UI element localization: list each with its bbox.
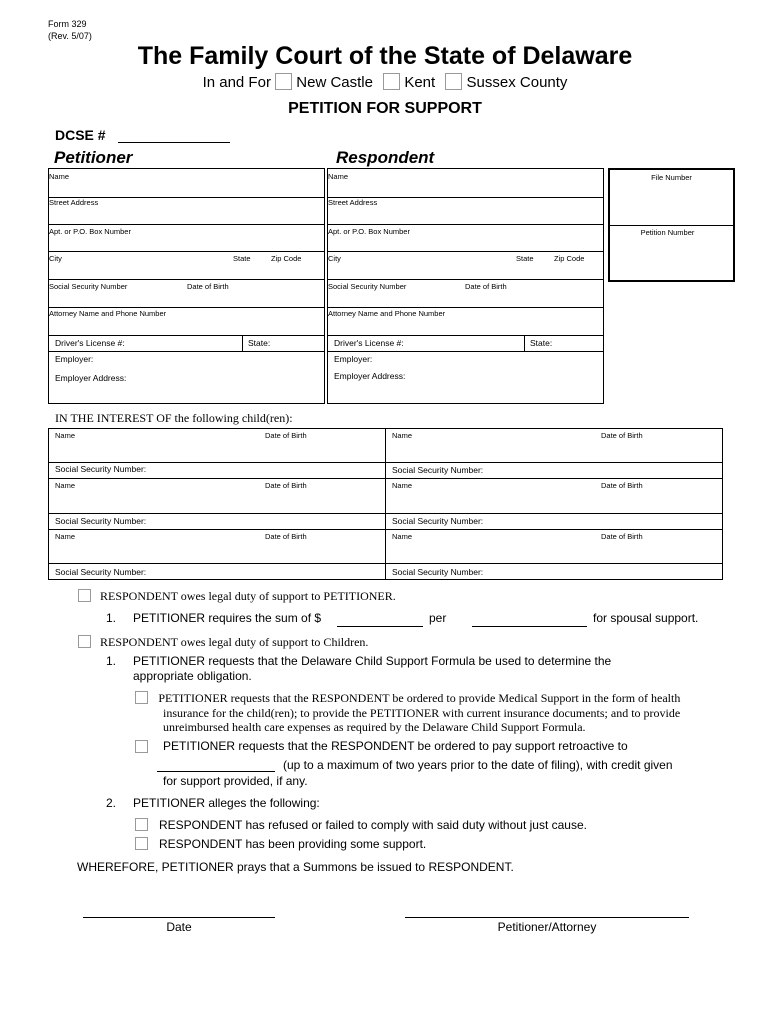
spousal-duty-checkbox[interactable]	[78, 589, 91, 602]
sussex-label: Sussex County	[466, 74, 568, 91]
spousal-duty-text: RESPONDENT owes legal duty of support to PETITIONER.	[100, 589, 396, 603]
file-number-label: File Number	[651, 173, 692, 182]
petitioner-ssn-label: Social Security Number	[49, 282, 128, 291]
petitioner-state-label: State	[233, 254, 251, 263]
refused-checkbox[interactable]	[135, 818, 148, 831]
petition-number-label: Petition Number	[640, 228, 695, 237]
child6-name-label: Name	[392, 532, 413, 541]
child1-name-label: Name	[55, 431, 76, 440]
petitioner-license-label: Driver's License #:	[55, 338, 125, 348]
new-castle-checkbox[interactable]	[275, 73, 292, 90]
court-title: The Family Court of the State of Delaware	[137, 42, 633, 70]
petitioner-apt-label: Apt. or P.O. Box Number	[49, 227, 131, 236]
petitioner-zip-label: Zip Code	[271, 254, 302, 263]
child4-name-label: Name	[392, 481, 413, 490]
refused-text: RESPONDENT has refused or failed to comply with said duty without just cause.	[159, 818, 587, 832]
petitioner-dob-label: Date of Birth	[187, 282, 229, 291]
medical-support-text: PETITIONER requests that the RESPONDENT be ordered to provide Medical Support in the form of health	[149, 691, 672, 705]
alleges-text: PETITIONER alleges the following:	[133, 796, 320, 810]
petitioner-attorney-label: Petitioner/Attorney	[497, 920, 597, 934]
children-heading: IN THE INTEREST OF the following child(ren):	[55, 411, 293, 425]
petitioner-heading: Petitioner	[54, 148, 133, 167]
medical-support-continued-text: insurance for the child(ren); to provide the PETITIONER with current insurance documents; and to provide unreimbursed health care expenses as required by the Delaware Child Support Formula.	[163, 706, 681, 734]
child3-dob-label: Date of Birth	[265, 481, 307, 490]
respondent-state-label: State	[516, 254, 534, 263]
petitioner-employer-address-label: Employer Address:	[55, 373, 127, 383]
respondent-license-state-label: State:	[530, 338, 553, 348]
in-and-for-label: In and For	[202, 74, 271, 91]
providing-text: RESPONDENT has been providing some support.	[159, 837, 427, 851]
spousal-period-field[interactable]	[472, 613, 587, 627]
respondent-employer-address-label: Employer Address:	[334, 371, 406, 381]
respondent-city-label: City	[328, 254, 341, 263]
petitioner-license-state-label: State:	[248, 338, 271, 348]
child6-ssn-label: Social Security Number:	[392, 567, 484, 577]
form-revision: (Rev. 5/07)	[48, 31, 92, 41]
children-table	[48, 428, 723, 580]
child4-dob-label: Date of Birth	[601, 481, 643, 490]
child3-ssn-label: Social Security Number:	[55, 516, 147, 526]
spousal-for-text: for spousal support.	[593, 611, 699, 625]
child-item1-number: 1.	[106, 654, 117, 668]
respondent-ssn-label: Social Security Number	[328, 282, 407, 291]
child2-name-label: Name	[392, 431, 413, 440]
retroactive-text: PETITIONER requests that the RESPONDENT be ordered to pay support retroactive to	[163, 739, 628, 753]
child2-ssn-label: Social Security Number:	[392, 465, 484, 475]
form-number-block	[48, 18, 92, 42]
respondent-zip-label: Zip Code	[554, 254, 585, 263]
county-row	[0, 73, 770, 91]
form-number: Form 329	[48, 19, 87, 29]
dcse-label: DCSE #	[55, 127, 106, 143]
respondent-attorney-label: Attorney Name and Phone Number	[328, 309, 446, 318]
respondent-apt-label: Apt. or P.O. Box Number	[328, 227, 410, 236]
retroactive-credit-text: for support provided, if any.	[163, 774, 308, 788]
child-item2-number: 2.	[106, 796, 117, 810]
respondent-employer-label: Employer:	[334, 354, 373, 364]
petitioner-city-label: City	[49, 254, 62, 263]
dcse-number-field[interactable]	[118, 130, 230, 143]
respondent-license-label: Driver's License #:	[334, 338, 404, 348]
petitioner-signature-line[interactable]	[405, 905, 689, 918]
kent-label: Kent	[404, 74, 436, 91]
spousal-amount-field[interactable]	[337, 613, 423, 627]
child1-dob-label: Date of Birth	[265, 431, 307, 440]
child5-ssn-label: Social Security Number:	[55, 567, 147, 577]
medical-support-checkbox[interactable]	[135, 691, 148, 704]
child5-name-label: Name	[55, 532, 76, 541]
child3-name-label: Name	[55, 481, 76, 490]
new-castle-label: New Castle	[296, 74, 373, 91]
child-duty-text: RESPONDENT owes legal duty of support to Children.	[100, 635, 369, 649]
respondent-info-box	[327, 168, 604, 404]
spousal-per-text: per	[429, 611, 447, 625]
formula-request-text: PETITIONER requests that the Delaware Child Support Formula be used to determine the appropriate obligation.	[133, 654, 612, 683]
wherefore-text: WHEREFORE, PETITIONER prays that a Summons be issued to RESPONDENT.	[77, 860, 514, 874]
spousal-item-number: 1.	[106, 611, 117, 625]
date-label: Date	[166, 920, 192, 934]
spousal-requires-text: PETITIONER requires the sum of $	[133, 611, 322, 625]
respondent-name-label: Name	[328, 172, 349, 181]
child4-ssn-label: Social Security Number:	[392, 516, 484, 526]
child6-dob-label: Date of Birth	[601, 532, 643, 541]
petitioner-employer-label: Employer:	[55, 354, 94, 364]
kent-checkbox[interactable]	[383, 73, 400, 90]
petitioner-name-label: Name	[49, 172, 70, 181]
sussex-checkbox[interactable]	[445, 73, 462, 90]
petitioner-info-box	[48, 168, 325, 404]
child5-dob-label: Date of Birth	[265, 532, 307, 541]
respondent-heading: Respondent	[336, 148, 435, 167]
petitioner-street-label: Street Address	[49, 198, 99, 207]
respondent-street-label: Street Address	[328, 198, 378, 207]
child2-dob-label: Date of Birth	[601, 431, 643, 440]
petitioner-attorney-label: Attorney Name and Phone Number	[49, 309, 167, 318]
child-duty-checkbox[interactable]	[78, 635, 91, 648]
providing-checkbox[interactable]	[135, 837, 148, 850]
retroactive-checkbox[interactable]	[135, 740, 148, 753]
date-signature-line[interactable]	[83, 905, 275, 918]
file-number-box	[608, 168, 735, 282]
respondent-dob-label: Date of Birth	[465, 282, 507, 291]
petition-title: PETITION FOR SUPPORT	[288, 100, 482, 117]
child1-ssn-label: Social Security Number:	[55, 464, 147, 474]
retroactive-date-field[interactable]	[157, 759, 275, 772]
retroactive-continued-text: (up to a maximum of two years prior to the date of filing), with credit given	[283, 758, 673, 772]
